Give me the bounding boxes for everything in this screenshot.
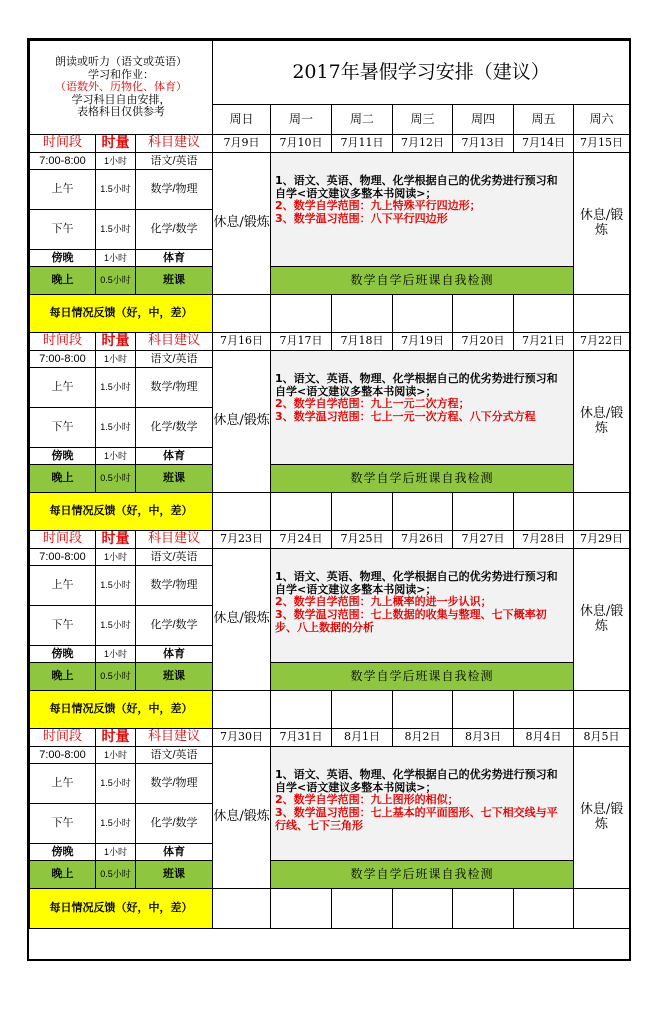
slot-morning-early-time: 7:00-8:00 bbox=[30, 153, 96, 170]
date-cell: 8月4日 bbox=[514, 729, 574, 747]
slot-morning-subject: 数学/物理 bbox=[136, 368, 213, 408]
slot-evening-duration: 1小时 bbox=[96, 646, 136, 663]
slot-evening-subject: 体育 bbox=[136, 844, 213, 861]
rest-sunday: 休息/锻炼 bbox=[213, 549, 271, 691]
schedule-sheet bbox=[27, 38, 631, 961]
feedback-input-cell[interactable] bbox=[393, 691, 453, 729]
plan-general: 1、语文、英语、物理、化学根据自己的优劣势进行预习和自学<语文建议多整本书阅读>； bbox=[275, 570, 558, 596]
date-cell: 7月18日 bbox=[332, 333, 393, 351]
time-label: 时间段 bbox=[30, 333, 96, 351]
slot-afternoon-duration: 1.5小时 bbox=[96, 606, 136, 646]
date-cell: 7月19日 bbox=[393, 333, 453, 351]
slot-morning-early-duration: 1小时 bbox=[96, 747, 136, 764]
date-cell: 7月13日 bbox=[453, 135, 514, 153]
week-header-row bbox=[30, 729, 630, 747]
feedback-input-cell[interactable] bbox=[271, 295, 332, 333]
date-cell: 7月17日 bbox=[271, 333, 332, 351]
duration-label: 时量 bbox=[96, 333, 136, 351]
feedback-label: 每日情况反馈（好，中，差） bbox=[30, 295, 213, 333]
slot-morning-early-duration: 1小时 bbox=[96, 153, 136, 170]
slot-afternoon-duration: 1.5小时 bbox=[96, 210, 136, 250]
slot-night-time: 晚上 bbox=[30, 861, 96, 889]
plan-general: 1、语文、英语、物理、化学根据自己的优劣势进行预习和自学<语文建议多整本书阅读>； bbox=[275, 768, 558, 794]
day-header: 周二 bbox=[332, 105, 393, 135]
slot-night-subject: 班课 bbox=[136, 861, 213, 889]
time-label: 时间段 bbox=[30, 729, 96, 747]
feedback-input-cell[interactable] bbox=[514, 691, 574, 729]
slot-morning-early-duration: 1小时 bbox=[96, 549, 136, 566]
plan-math-2: 3、数学温习范围：七上基本的平面图形、七下相交线与平行线、七下三角形 bbox=[275, 805, 558, 832]
feedback-input-cell[interactable] bbox=[574, 691, 630, 729]
plan-general: 1、语文、英语、物理、化学根据自己的优劣势进行预习和自学<语文建议多整本书阅读>； bbox=[275, 372, 558, 398]
feedback-row bbox=[30, 295, 630, 333]
plan-general: 1、语文、英语、物理、化学根据自己的优劣势进行预习和自学<语文建议多整本书阅读>； bbox=[275, 174, 558, 200]
time-label: 时间段 bbox=[30, 135, 96, 153]
slot-morning-subject: 数学/物理 bbox=[136, 764, 213, 804]
slot-afternoon-time: 下午 bbox=[30, 804, 96, 844]
date-cell: 7月27日 bbox=[453, 531, 514, 549]
note-red: （语数外、历物化、体育） bbox=[55, 80, 187, 94]
slot-afternoon-time: 下午 bbox=[30, 606, 96, 646]
date-cell: 7月14日 bbox=[514, 135, 574, 153]
slot-night-duration: 0.5小时 bbox=[96, 267, 136, 295]
rest-saturday: 休息/锻炼 bbox=[574, 153, 630, 295]
feedback-label: 每日情况反馈（好，中，差） bbox=[30, 493, 213, 531]
slot-night-duration: 0.5小时 bbox=[96, 663, 136, 691]
slot-night-duration: 0.5小时 bbox=[96, 465, 136, 493]
rest-sunday: 休息/锻炼 bbox=[213, 153, 271, 295]
weekday-plan bbox=[271, 549, 574, 663]
date-cell: 8月3日 bbox=[453, 729, 514, 747]
date-cell: 8月5日 bbox=[574, 729, 630, 747]
slot-morning-early-subject: 语文/英语 bbox=[136, 351, 213, 368]
plan-math-1: 2、数学自学范围：九上图形的相似； bbox=[275, 793, 459, 807]
page-title: 2017年暑假学习安排（建议） bbox=[213, 41, 630, 105]
subject-label: 科目建议 bbox=[136, 135, 213, 153]
slot-morning-early-time: 7:00-8:00 bbox=[30, 747, 96, 764]
slot-row bbox=[30, 549, 630, 566]
feedback-input-cell[interactable] bbox=[213, 889, 271, 929]
slot-evening-duration: 1小时 bbox=[96, 448, 136, 465]
day-header: 周日 bbox=[213, 105, 271, 135]
feedback-input-cell[interactable] bbox=[332, 691, 393, 729]
slot-morning-duration: 1.5小时 bbox=[96, 368, 136, 408]
duration-label: 时量 bbox=[96, 135, 136, 153]
feedback-input-cell[interactable] bbox=[453, 889, 514, 929]
plan-math-2: 3、数学温习范围：七上数据的收集与整理、七下概率初步、八上数据的分析 bbox=[275, 607, 547, 634]
slot-afternoon-subject: 化学/数学 bbox=[136, 606, 213, 646]
plan-math-2: 3、数学温习范围：七上一元一次方程、八下分式方程 bbox=[275, 409, 536, 423]
slot-morning-time: 上午 bbox=[30, 170, 96, 210]
date-cell: 7月24日 bbox=[271, 531, 332, 549]
slot-evening-subject: 体育 bbox=[136, 448, 213, 465]
schedule-table bbox=[29, 40, 630, 929]
slot-morning-early-subject: 语文/英语 bbox=[136, 153, 213, 170]
day-header: 周五 bbox=[514, 105, 574, 135]
self-check-bar: 数学自学后班课自我检测 bbox=[271, 465, 574, 493]
slot-row bbox=[30, 465, 630, 493]
day-header: 周四 bbox=[453, 105, 514, 135]
date-cell: 7月12日 bbox=[393, 135, 453, 153]
self-check-bar: 数学自学后班课自我检测 bbox=[271, 267, 574, 295]
subject-label: 科目建议 bbox=[136, 531, 213, 549]
slot-morning-time: 上午 bbox=[30, 764, 96, 804]
note-line-1: 朗读或听力（语文或英语） bbox=[55, 54, 187, 68]
date-cell: 7月10日 bbox=[271, 135, 332, 153]
slot-evening-duration: 1小时 bbox=[96, 250, 136, 267]
note-line-4: 表格科目仅供参考 bbox=[77, 105, 165, 119]
time-label: 时间段 bbox=[30, 531, 96, 549]
rest-saturday: 休息/锻炼 bbox=[574, 549, 630, 691]
slot-afternoon-subject: 化学/数学 bbox=[136, 408, 213, 448]
slot-row bbox=[30, 861, 630, 889]
slot-afternoon-subject: 化学/数学 bbox=[136, 804, 213, 844]
feedback-input-cell[interactable] bbox=[453, 295, 514, 333]
slot-evening-time: 傍晚 bbox=[30, 646, 96, 663]
date-cell: 8月2日 bbox=[393, 729, 453, 747]
feedback-input-cell[interactable] bbox=[514, 889, 574, 929]
feedback-input-cell[interactable] bbox=[332, 493, 393, 531]
rest-saturday: 休息/锻炼 bbox=[574, 351, 630, 493]
plan-math-1: 2、数学自学范围：九上一元二次方程； bbox=[275, 397, 470, 411]
slot-row bbox=[30, 747, 630, 764]
feedback-input-cell[interactable] bbox=[271, 691, 332, 729]
slot-morning-duration: 1.5小时 bbox=[96, 566, 136, 606]
weekday-plan bbox=[271, 747, 574, 861]
slot-morning-time: 上午 bbox=[30, 368, 96, 408]
feedback-input-cell[interactable] bbox=[453, 493, 514, 531]
slot-morning-early-subject: 语文/英语 bbox=[136, 549, 213, 566]
slot-row bbox=[30, 351, 630, 368]
slot-row bbox=[30, 267, 630, 295]
feedback-input-cell[interactable] bbox=[453, 691, 514, 729]
slot-evening-time: 傍晚 bbox=[30, 250, 96, 267]
slot-night-time: 晚上 bbox=[30, 465, 96, 493]
feedback-input-cell[interactable] bbox=[514, 295, 574, 333]
day-header: 周一 bbox=[271, 105, 332, 135]
weekday-plan bbox=[271, 153, 574, 267]
date-cell: 7月22日 bbox=[574, 333, 630, 351]
feedback-input-cell[interactable] bbox=[393, 889, 453, 929]
slot-night-subject: 班课 bbox=[136, 465, 213, 493]
slot-afternoon-duration: 1.5小时 bbox=[96, 408, 136, 448]
slot-night-duration: 0.5小时 bbox=[96, 861, 136, 889]
date-cell: 7月23日 bbox=[213, 531, 271, 549]
date-cell: 7月25日 bbox=[332, 531, 393, 549]
slot-morning-early-duration: 1小时 bbox=[96, 351, 136, 368]
slot-night-subject: 班课 bbox=[136, 267, 213, 295]
plan-math-1: 2、数学自学范围：九上特殊平行四边形； bbox=[275, 199, 481, 213]
date-cell: 8月1日 bbox=[332, 729, 393, 747]
feedback-input-cell[interactable] bbox=[213, 295, 271, 333]
date-cell: 7月16日 bbox=[213, 333, 271, 351]
slot-row bbox=[30, 153, 630, 170]
feedback-input-cell[interactable] bbox=[271, 493, 332, 531]
day-header: 周三 bbox=[393, 105, 453, 135]
slot-evening-subject: 体育 bbox=[136, 250, 213, 267]
slot-night-time: 晚上 bbox=[30, 663, 96, 691]
date-cell: 7月28日 bbox=[514, 531, 574, 549]
self-check-bar: 数学自学后班课自我检测 bbox=[271, 663, 574, 691]
header-note bbox=[30, 41, 213, 135]
slot-afternoon-subject: 化学/数学 bbox=[136, 210, 213, 250]
plan-math-2: 3、数学温习范围：八下平行四边形 bbox=[275, 211, 448, 225]
slot-night-time: 晚上 bbox=[30, 267, 96, 295]
feedback-label: 每日情况反馈（好，中，差） bbox=[30, 691, 213, 729]
slot-row bbox=[30, 663, 630, 691]
feedback-row bbox=[30, 889, 630, 929]
date-cell: 7月20日 bbox=[453, 333, 514, 351]
date-cell: 7月21日 bbox=[514, 333, 574, 351]
subject-label: 科目建议 bbox=[136, 729, 213, 747]
date-cell: 7月31日 bbox=[271, 729, 332, 747]
feedback-input-cell[interactable] bbox=[574, 295, 630, 333]
slot-evening-time: 傍晚 bbox=[30, 844, 96, 861]
slot-morning-early-subject: 语文/英语 bbox=[136, 747, 213, 764]
slot-morning-early-time: 7:00-8:00 bbox=[30, 351, 96, 368]
slot-afternoon-time: 下午 bbox=[30, 210, 96, 250]
week-header-row bbox=[30, 333, 630, 351]
slot-morning-duration: 1.5小时 bbox=[96, 170, 136, 210]
feedback-input-cell[interactable] bbox=[213, 691, 271, 729]
date-cell: 7月30日 bbox=[213, 729, 271, 747]
rest-sunday: 休息/锻炼 bbox=[213, 351, 271, 493]
feedback-row bbox=[30, 691, 630, 729]
date-cell: 7月11日 bbox=[332, 135, 393, 153]
slot-morning-subject: 数学/物理 bbox=[136, 170, 213, 210]
slot-afternoon-duration: 1.5小时 bbox=[96, 804, 136, 844]
slot-evening-duration: 1小时 bbox=[96, 844, 136, 861]
slot-afternoon-time: 下午 bbox=[30, 408, 96, 448]
subject-label: 科目建议 bbox=[136, 333, 213, 351]
rest-sunday: 休息/锻炼 bbox=[213, 747, 271, 889]
self-check-bar: 数学自学后班课自我检测 bbox=[271, 861, 574, 889]
rest-saturday: 休息/锻炼 bbox=[574, 747, 630, 889]
slot-night-subject: 班课 bbox=[136, 663, 213, 691]
date-cell: 7月15日 bbox=[574, 135, 630, 153]
note-line-2: 学习和作业： bbox=[88, 67, 154, 81]
feedback-input-cell[interactable] bbox=[574, 889, 630, 929]
feedback-input-cell[interactable] bbox=[393, 295, 453, 333]
feedback-input-cell[interactable] bbox=[514, 493, 574, 531]
feedback-input-cell[interactable] bbox=[213, 493, 271, 531]
slot-morning-early-time: 7:00-8:00 bbox=[30, 549, 96, 566]
slot-morning-subject: 数学/物理 bbox=[136, 566, 213, 606]
feedback-row bbox=[30, 493, 630, 531]
date-cell: 7月29日 bbox=[574, 531, 630, 549]
plan-math-1: 2、数学自学范围：九上概率的进一步认识； bbox=[275, 595, 492, 609]
duration-label: 时量 bbox=[96, 729, 136, 747]
week-header-row bbox=[30, 135, 630, 153]
feedback-label: 每日情况反馈（好，中，差） bbox=[30, 889, 213, 929]
feedback-input-cell[interactable] bbox=[271, 889, 332, 929]
feedback-input-cell[interactable] bbox=[574, 493, 630, 531]
duration-label: 时量 bbox=[96, 531, 136, 549]
slot-evening-time: 傍晚 bbox=[30, 448, 96, 465]
weekday-plan bbox=[271, 351, 574, 465]
feedback-input-cell[interactable] bbox=[332, 295, 393, 333]
note-line-3: 学习科目自由安排， bbox=[71, 92, 171, 106]
feedback-input-cell[interactable] bbox=[393, 493, 453, 531]
slot-morning-time: 上午 bbox=[30, 566, 96, 606]
slot-evening-subject: 体育 bbox=[136, 646, 213, 663]
date-cell: 7月26日 bbox=[393, 531, 453, 549]
feedback-input-cell[interactable] bbox=[332, 889, 393, 929]
week-header-row bbox=[30, 531, 630, 549]
day-header: 周六 bbox=[574, 105, 630, 135]
slot-morning-duration: 1.5小时 bbox=[96, 764, 136, 804]
date-cell: 7月9日 bbox=[213, 135, 271, 153]
